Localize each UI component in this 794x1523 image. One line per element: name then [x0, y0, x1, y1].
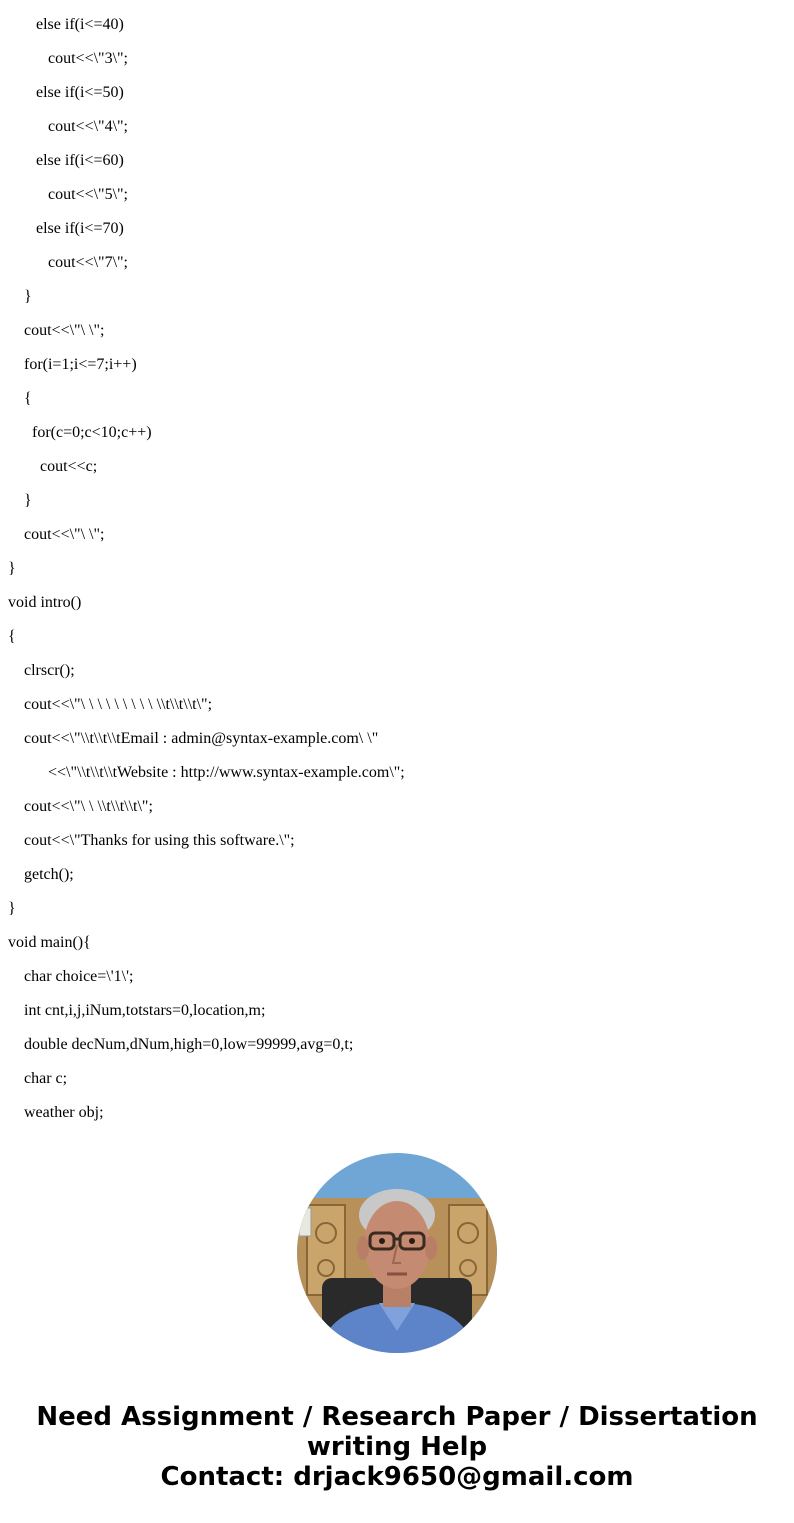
- contact-email: Contact: drjack9650@gmail.com: [160, 1462, 634, 1492]
- code-line: {: [24, 390, 32, 407]
- code-line: getch();: [24, 866, 74, 883]
- author-photo-drawing: [297, 1153, 497, 1353]
- code-line: cout<<\"4\";: [48, 118, 128, 135]
- code-line: }: [8, 560, 16, 577]
- code-line: cout<<\"\ \ \\t\\t\\t\";: [24, 798, 153, 815]
- banner-line-1: Need Assignment / Research Paper / Dissertation: [36, 1402, 758, 1432]
- code-line: cout<<\"Thanks for using this software.\";: [24, 832, 295, 849]
- code-line: cout<<\"3\";: [48, 50, 128, 67]
- code-line: else if(i<=60): [36, 152, 124, 169]
- code-line: void main(){: [8, 934, 91, 951]
- code-line: }: [24, 288, 32, 305]
- code-line: char choice=\'1\';: [24, 968, 134, 985]
- code-line: for(i=1;i<=7;i++): [24, 356, 137, 373]
- code-listing: [8, 8, 788, 1130]
- banner-line-2: writing Help: [306, 1432, 488, 1462]
- code-line: cout<<\"\\t\\t\\tEmail : admin@syntax-example.com\ \": [24, 730, 379, 747]
- code-line: cout<<\"5\";: [48, 186, 128, 203]
- code-line: double decNum,dNum,high=0,low=99999,avg=0,t;: [24, 1036, 354, 1053]
- code-line: cout<<\"7\";: [48, 254, 128, 271]
- code-line: {: [8, 628, 16, 645]
- code-line: cout<<\"\ \";: [24, 526, 105, 543]
- code-line: else if(i<=70): [36, 220, 124, 237]
- code-line: clrscr();: [24, 662, 75, 679]
- code-line: <<\"\\t\\t\\tWebsite : http://www.syntax-example.com\";: [48, 764, 405, 781]
- code-line: else if(i<=40): [36, 16, 124, 33]
- code-line: weather obj;: [24, 1104, 104, 1121]
- contact-banner: [0, 1402, 794, 1492]
- code-line: cout<<\"\ \ \ \ \ \ \ \ \ \\t\\t\\t\";: [24, 696, 213, 713]
- code-line: cout<<c;: [40, 458, 98, 475]
- code-line: void intro(): [8, 594, 82, 611]
- code-line: char c;: [24, 1070, 68, 1087]
- code-line: else if(i<=50): [36, 84, 124, 101]
- code-line: int cnt,i,j,iNum,totstars=0,location,m;: [24, 1002, 266, 1019]
- code-line: for(c=0;c<10;c++): [32, 424, 152, 441]
- author-photo: [297, 1153, 497, 1353]
- code-line: }: [24, 492, 32, 509]
- code-line: }: [8, 900, 16, 917]
- code-line: cout<<\"\ \";: [24, 322, 105, 339]
